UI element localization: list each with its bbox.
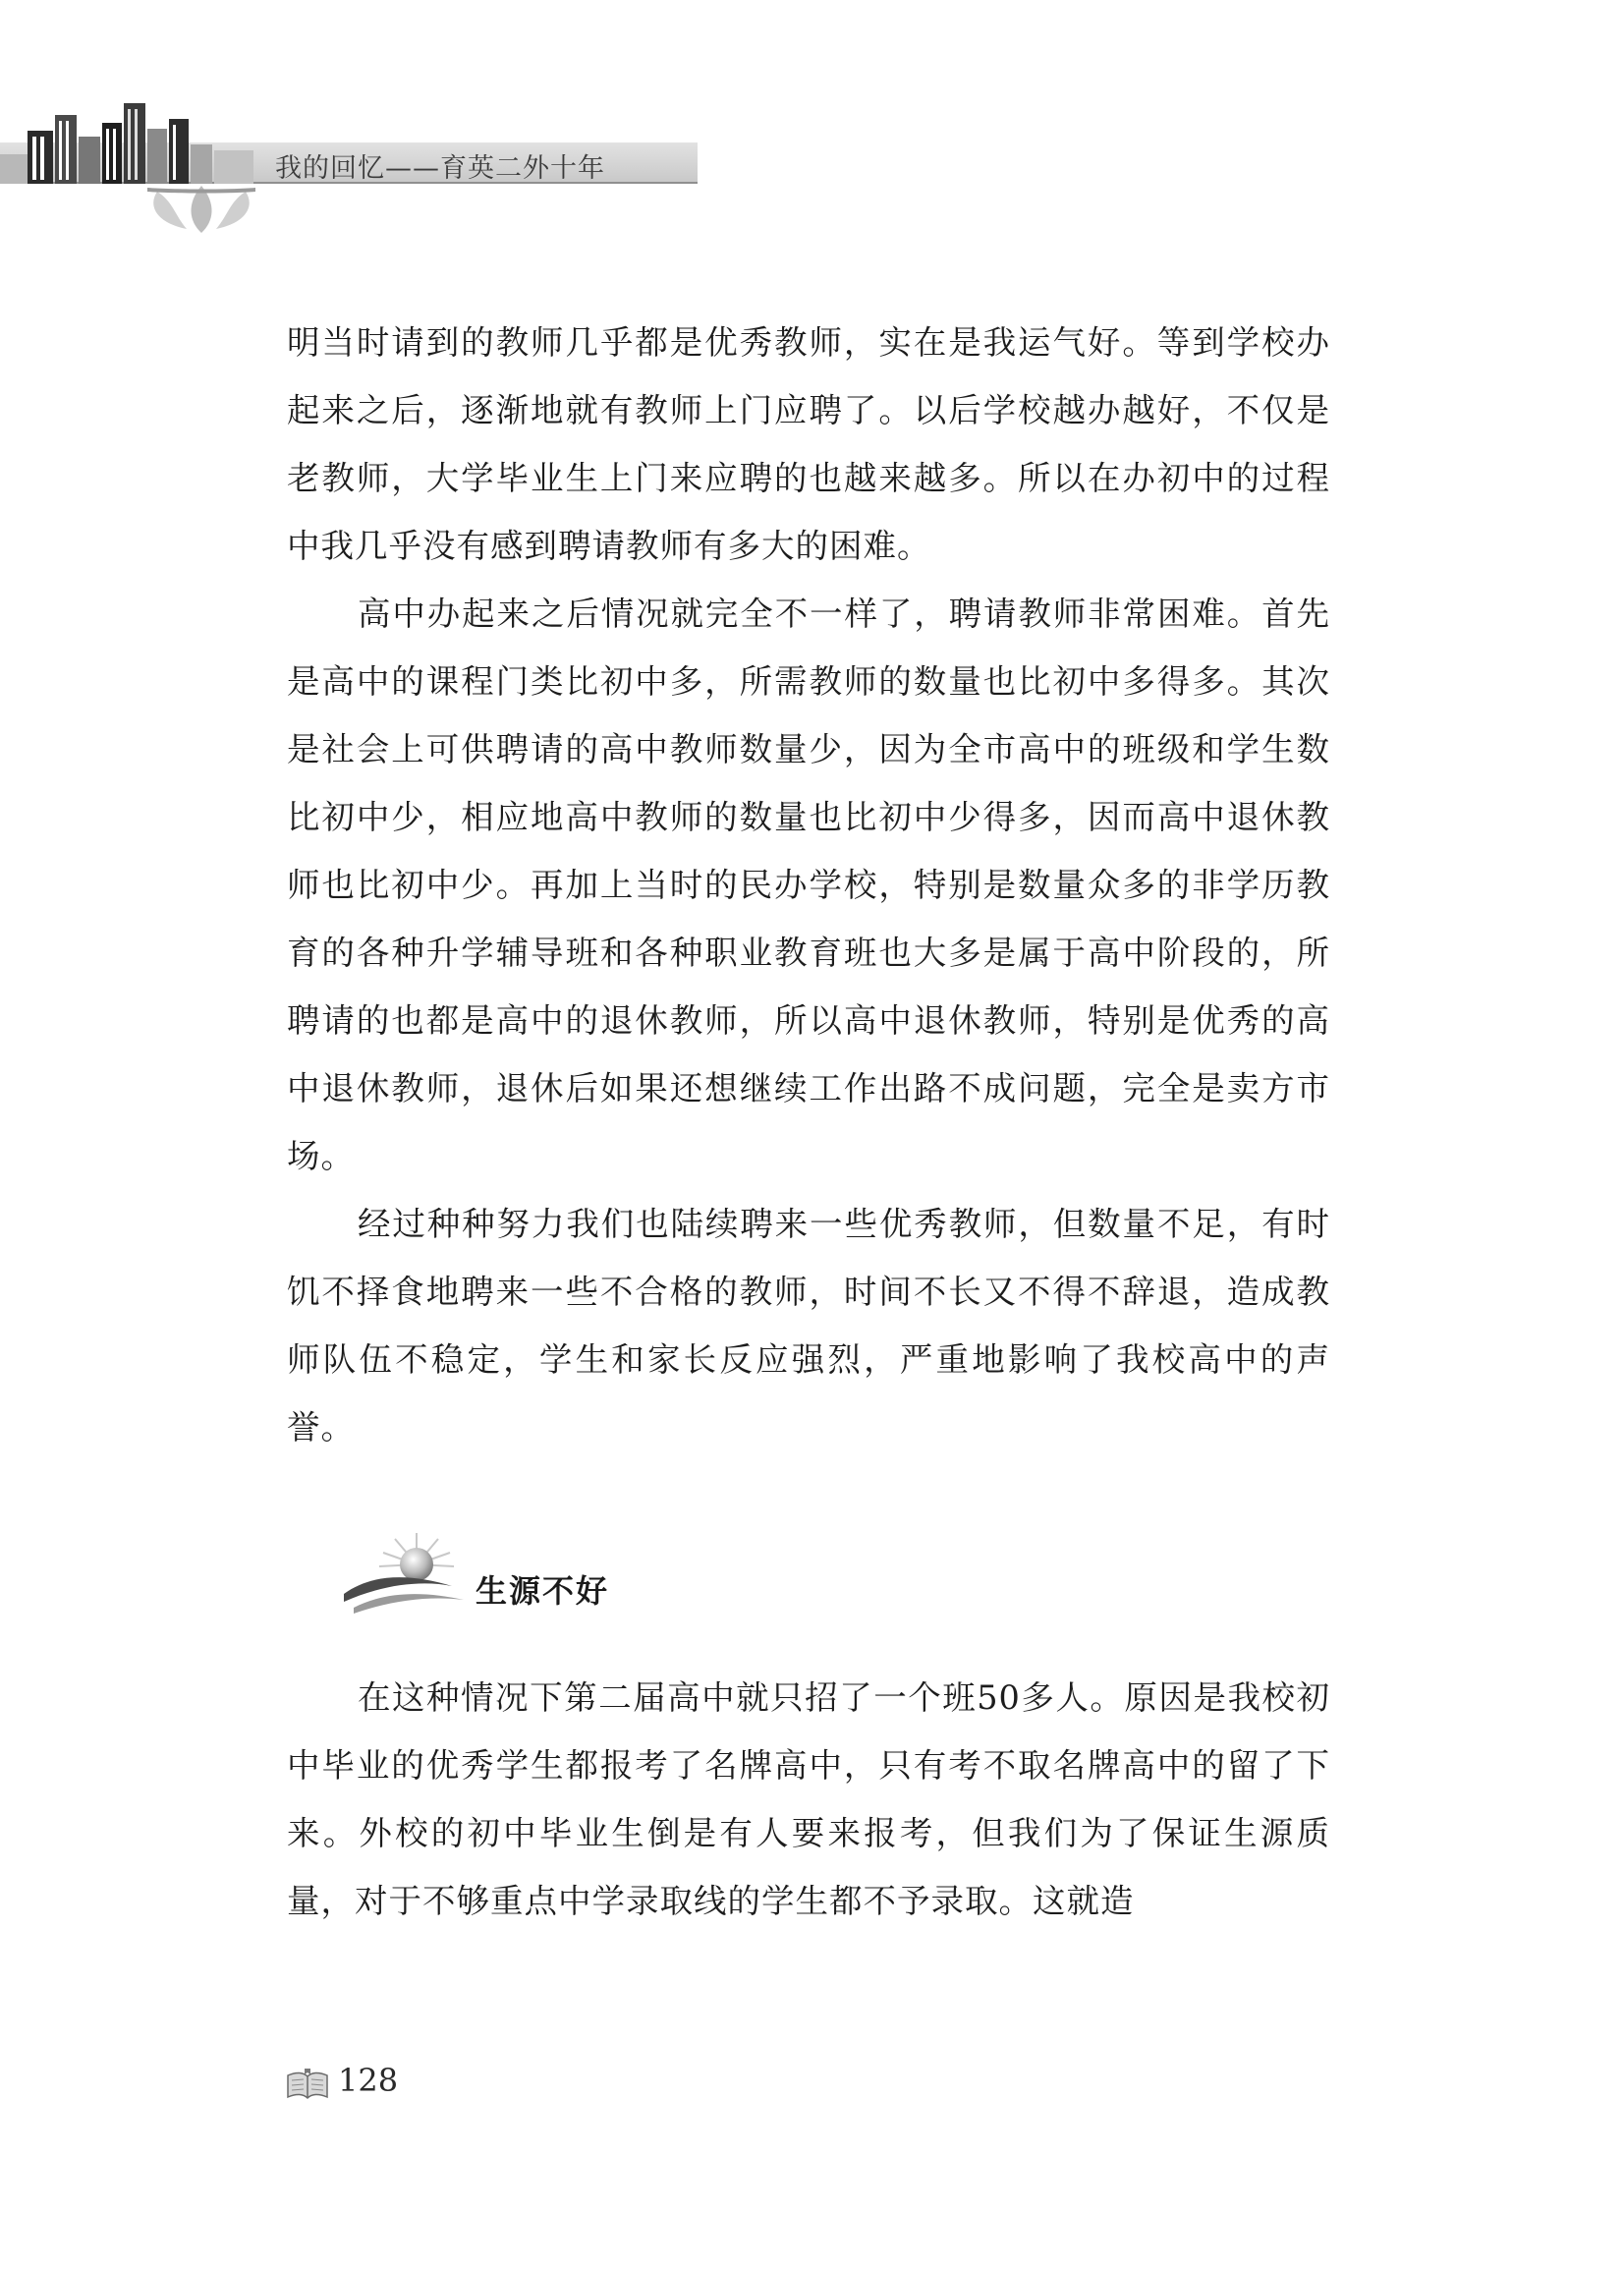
open-book-icon [285,2066,330,2101]
section-body-text [287,1664,1330,1935]
section-title: 生源不好 [476,1572,610,1610]
sunrise-wave-icon [344,1513,472,1621]
page-number: 128 [338,2062,399,2099]
body-text [287,309,1330,1461]
paragraph: 在这种情况下第二届高中就只招了一个班50多人。原因是我校初中毕业的优秀学生都报考了名牌高中，只有考不取名牌高中的留了下来。外校的初中毕业生倒是有人要来报考，但我们为了保证生源质量，对于不够重点中学录取线的学生都不予录取。这就造 [287,1678,1330,1920]
section-heading [344,1513,835,1621]
paragraph: 经过种种努力我们也陆续聘来一些优秀教师，但数量不足，有时饥不择食地聘来一些不合格的教师，时间不长又不得不辞退，造成教师队伍不稳定，学生和家长反应强烈，严重地影响了我校高中的声誉。 [287,1205,1330,1447]
running-header [0,93,698,241]
city-skyline-icon [0,93,275,241]
paragraph: 明当时请到的教师几乎都是优秀教师，实在是我运气好。等到学校办起来之后，逐渐地就有教师上门应聘了。以后学校越办越好，不仅是老教师，大学毕业生上门来应聘的也越来越多。所以在办初中的过程中我几乎没有感到聘请教师有多大的困难。 [287,323,1330,565]
header-title: 我的回忆——育英二外十年 [275,153,605,184]
paragraph: 高中办起来之后情况就完全不一样了，聘请教师非常困难。首先是高中的课程门类比初中多，所需教师的数量也比初中多得多。其次是社会上可供聘请的高中教师数量少，因为全市高中的班级和学生数比初中少，相应地高中教师的数量也比初中少得多，因而高中退休教师也比初中少。再加上当时的民办学校，特别是数量众多的非学历教育的各种升学辅导班和各种职业教育班也大多是属于高中阶段的，所聘请的也都是高中的退休教师，所以高中退休教师，特别是优秀的高中退休教师，退休后如果还想继续工作出路不成问题，完全是卖方市场。 [287,595,1330,1175]
